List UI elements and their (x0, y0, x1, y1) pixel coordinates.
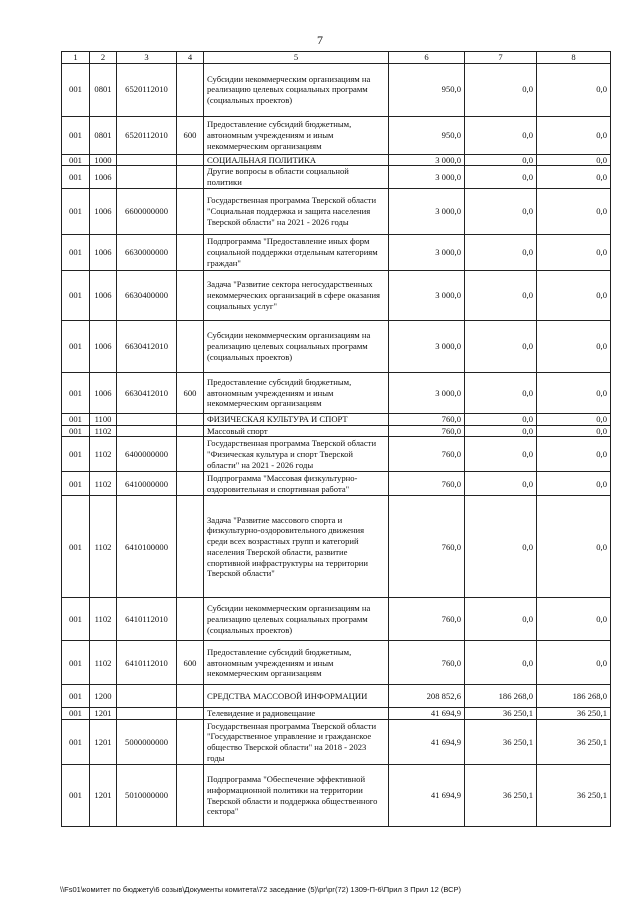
cell-col7: 0,0 (465, 413, 537, 425)
cell-col1: 001 (62, 720, 90, 765)
cell-col1: 001 (62, 413, 90, 425)
cell-col4 (177, 720, 204, 765)
column-number: 7 (465, 52, 537, 64)
cell-col3: 6630412010 (117, 372, 177, 413)
cell-col3: 6410000000 (117, 472, 177, 496)
cell-col7: 0,0 (465, 641, 537, 685)
cell-col3: 6520112010 (117, 63, 177, 116)
table-row (62, 188, 611, 234)
cell-col8: 36 250,1 (537, 720, 611, 765)
cell-col3: 6410112010 (117, 641, 177, 685)
cell-col4 (177, 188, 204, 234)
cell-description: Субсидии некоммерческим организациям на реализацию целевых социальных программ (социальных проектов) (204, 63, 389, 116)
cell-col8: 186 268,0 (537, 685, 611, 708)
cell-col3: 6630400000 (117, 270, 177, 320)
cell-col4 (177, 166, 204, 188)
table-row (62, 641, 611, 685)
cell-col8: 0,0 (537, 166, 611, 188)
table-row (62, 425, 611, 437)
cell-col7: 186 268,0 (465, 685, 537, 708)
cell-col2: 1200 (90, 685, 117, 708)
cell-col1: 001 (62, 472, 90, 496)
cell-col2: 1102 (90, 598, 117, 641)
column-number-row (62, 52, 611, 64)
cell-col8: 0,0 (537, 188, 611, 234)
cell-col8: 0,0 (537, 437, 611, 472)
cell-description: Подпрограмма "Обеспечение эффективной информационной политики на территории Тверской области и поддержка общественного сектора" (204, 765, 389, 827)
cell-col3 (117, 708, 177, 720)
cell-col3 (117, 166, 177, 188)
cell-col3: 6410100000 (117, 496, 177, 598)
cell-col6: 3 000,0 (389, 372, 465, 413)
cell-col4 (177, 765, 204, 827)
cell-col1: 001 (62, 708, 90, 720)
cell-col6: 3 000,0 (389, 154, 465, 166)
column-number: 3 (117, 52, 177, 64)
cell-col7: 36 250,1 (465, 720, 537, 765)
cell-col7: 0,0 (465, 234, 537, 270)
cell-col4: 600 (177, 116, 204, 154)
cell-col8: 36 250,1 (537, 765, 611, 827)
cell-col6: 760,0 (389, 496, 465, 598)
table-row (62, 413, 611, 425)
cell-description: Государственная программа Тверской области "Физическая культура и спорт Тверской области" на 2021 - 2026 годы (204, 437, 389, 472)
cell-description: Другие вопросы в области социальной политики (204, 166, 389, 188)
cell-col8: 0,0 (537, 270, 611, 320)
cell-col2: 1102 (90, 641, 117, 685)
cell-col7: 0,0 (465, 166, 537, 188)
table-row (62, 708, 611, 720)
cell-col1: 001 (62, 437, 90, 472)
cell-col1: 001 (62, 685, 90, 708)
cell-col7: 36 250,1 (465, 765, 537, 827)
cell-col6: 41 694,9 (389, 765, 465, 827)
cell-description: Предоставление субсидий бюджетным, автономным учреждениям и иным некоммерческим организациям (204, 372, 389, 413)
column-number: 6 (389, 52, 465, 64)
cell-col1: 001 (62, 154, 90, 166)
cell-col8: 0,0 (537, 234, 611, 270)
table-row (62, 320, 611, 372)
cell-col2: 1006 (90, 372, 117, 413)
table-row (62, 598, 611, 641)
column-number: 4 (177, 52, 204, 64)
cell-col8: 0,0 (537, 496, 611, 598)
cell-col2: 1201 (90, 708, 117, 720)
cell-col7: 0,0 (465, 598, 537, 641)
cell-description: Задача "Развитие массового спорта и физкультурно-оздоровительного движения среди всех возрастных групп и категорий населения Тверской области, развитие спортивной инфраструктуры на территории Тверской области" (204, 496, 389, 598)
table-row (62, 116, 611, 154)
table-row (62, 685, 611, 708)
table-row (62, 234, 611, 270)
table-row (62, 154, 611, 166)
cell-col4 (177, 496, 204, 598)
cell-col4 (177, 708, 204, 720)
cell-col6: 41 694,9 (389, 720, 465, 765)
cell-description: Массовый спорт (204, 425, 389, 437)
table-row (62, 372, 611, 413)
cell-description: Субсидии некоммерческим организациям на реализацию целевых социальных программ (социальных проектов) (204, 320, 389, 372)
cell-description: Подпрограмма "Массовая физкультурно-оздоровительная и спортивная работа" (204, 472, 389, 496)
cell-col2: 1102 (90, 437, 117, 472)
cell-col6: 950,0 (389, 63, 465, 116)
cell-col8: 0,0 (537, 425, 611, 437)
cell-col4 (177, 154, 204, 166)
cell-col3 (117, 685, 177, 708)
file-path-footer: \\Fs01\комитет по бюджету\6 созыв\Документы комитета\72 заседание (5)\рг\рг(72) 1309-П-6\Прил 3 Прил 12 (ВСР) (60, 885, 462, 894)
cell-description: Предоставление субсидий бюджетным, автономным учреждениям и иным некоммерческим организациям (204, 116, 389, 154)
cell-col3 (117, 413, 177, 425)
cell-col8: 0,0 (537, 320, 611, 372)
cell-col7: 0,0 (465, 188, 537, 234)
cell-col4 (177, 270, 204, 320)
cell-col4 (177, 234, 204, 270)
cell-col3: 6410112010 (117, 598, 177, 641)
cell-col1: 001 (62, 166, 90, 188)
cell-col3: 6600000000 (117, 188, 177, 234)
cell-col2: 0801 (90, 63, 117, 116)
cell-col6: 760,0 (389, 425, 465, 437)
cell-col6: 760,0 (389, 472, 465, 496)
cell-col2: 1102 (90, 472, 117, 496)
cell-col6: 950,0 (389, 116, 465, 154)
cell-col1: 001 (62, 234, 90, 270)
cell-col3 (117, 154, 177, 166)
cell-col3: 6630000000 (117, 234, 177, 270)
cell-col1: 001 (62, 765, 90, 827)
cell-description: Подпрограмма "Предоставление иных форм социальной поддержки отдельным категориям граждан" (204, 234, 389, 270)
cell-description: СОЦИАЛЬНАЯ ПОЛИТИКА (204, 154, 389, 166)
cell-col6: 760,0 (389, 598, 465, 641)
cell-col4 (177, 320, 204, 372)
budget-table (61, 51, 611, 827)
cell-description: ФИЗИЧЕСКАЯ КУЛЬТУРА И СПОРТ (204, 413, 389, 425)
cell-col6: 3 000,0 (389, 320, 465, 372)
cell-col6: 760,0 (389, 413, 465, 425)
table-row (62, 166, 611, 188)
cell-col4 (177, 63, 204, 116)
cell-col6: 3 000,0 (389, 188, 465, 234)
cell-col3: 6630412010 (117, 320, 177, 372)
cell-col7: 0,0 (465, 116, 537, 154)
cell-col3: 6520112010 (117, 116, 177, 154)
column-number: 8 (537, 52, 611, 64)
cell-col7: 0,0 (465, 437, 537, 472)
cell-col2: 1102 (90, 425, 117, 437)
cell-col2: 1000 (90, 154, 117, 166)
cell-col1: 001 (62, 641, 90, 685)
cell-col1: 001 (62, 320, 90, 372)
cell-col8: 0,0 (537, 598, 611, 641)
table-row (62, 720, 611, 765)
cell-col1: 001 (62, 425, 90, 437)
cell-col7: 0,0 (465, 270, 537, 320)
table-row (62, 437, 611, 472)
cell-description: Государственная программа Тверской области "Социальная поддержка и защита населения Тверской области" на 2021 - 2026 годы (204, 188, 389, 234)
cell-col1: 001 (62, 116, 90, 154)
cell-col1: 001 (62, 372, 90, 413)
cell-col4 (177, 437, 204, 472)
cell-col4 (177, 413, 204, 425)
table-row (62, 472, 611, 496)
cell-col7: 0,0 (465, 154, 537, 166)
cell-col3: 6400000000 (117, 437, 177, 472)
cell-col2: 1201 (90, 720, 117, 765)
cell-col4: 600 (177, 641, 204, 685)
cell-col7: 0,0 (465, 496, 537, 598)
cell-col7: 0,0 (465, 472, 537, 496)
cell-col6: 41 694,9 (389, 708, 465, 720)
cell-col1: 001 (62, 598, 90, 641)
cell-col1: 001 (62, 270, 90, 320)
cell-col4: 600 (177, 372, 204, 413)
table-row (62, 270, 611, 320)
cell-col6: 3 000,0 (389, 234, 465, 270)
cell-col6: 3 000,0 (389, 270, 465, 320)
cell-col2: 1006 (90, 188, 117, 234)
table-row (62, 765, 611, 827)
cell-description: Государственная программа Тверской области "Государственное управление и гражданское общество Тверской области" на 2018 - 2023 годы (204, 720, 389, 765)
cell-col2: 1006 (90, 270, 117, 320)
cell-col7: 0,0 (465, 320, 537, 372)
cell-col4 (177, 598, 204, 641)
cell-col6: 760,0 (389, 641, 465, 685)
column-number: 2 (90, 52, 117, 64)
table-row (62, 63, 611, 116)
cell-col2: 1201 (90, 765, 117, 827)
cell-col8: 0,0 (537, 116, 611, 154)
cell-col4 (177, 685, 204, 708)
cell-col7: 0,0 (465, 425, 537, 437)
cell-col3: 5000000000 (117, 720, 177, 765)
cell-description: Субсидии некоммерческим организациям на реализацию целевых социальных программ (социальных проектов) (204, 598, 389, 641)
cell-col2: 1102 (90, 496, 117, 598)
cell-col1: 001 (62, 63, 90, 116)
cell-col7: 0,0 (465, 372, 537, 413)
cell-col7: 0,0 (465, 63, 537, 116)
column-number: 1 (62, 52, 90, 64)
table-row (62, 496, 611, 598)
page-number: 7 (317, 33, 323, 47)
cell-col8: 0,0 (537, 154, 611, 166)
cell-col2: 1006 (90, 320, 117, 372)
cell-description: Телевидение и радиовещание (204, 708, 389, 720)
cell-col3 (117, 425, 177, 437)
cell-col8: 0,0 (537, 472, 611, 496)
cell-col2: 0801 (90, 116, 117, 154)
cell-col4 (177, 425, 204, 437)
cell-col1: 001 (62, 188, 90, 234)
column-number: 5 (204, 52, 389, 64)
cell-col6: 208 852,6 (389, 685, 465, 708)
cell-description: Предоставление субсидий бюджетным, автономным учреждениям и иным некоммерческим организациям (204, 641, 389, 685)
cell-description: Задача "Развитие сектора негосударственных некоммерческих организаций в сфере оказания социальных услуг" (204, 270, 389, 320)
cell-col8: 0,0 (537, 63, 611, 116)
cell-col3: 5010000000 (117, 765, 177, 827)
cell-col2: 1100 (90, 413, 117, 425)
cell-col8: 0,0 (537, 641, 611, 685)
cell-col1: 001 (62, 496, 90, 598)
cell-col6: 3 000,0 (389, 166, 465, 188)
cell-col7: 36 250,1 (465, 708, 537, 720)
cell-col2: 1006 (90, 166, 117, 188)
cell-col8: 0,0 (537, 413, 611, 425)
cell-col4 (177, 472, 204, 496)
cell-col8: 0,0 (537, 372, 611, 413)
cell-col8: 36 250,1 (537, 708, 611, 720)
cell-col2: 1006 (90, 234, 117, 270)
cell-col6: 760,0 (389, 437, 465, 472)
cell-description: СРЕДСТВА МАССОВОЙ ИНФОРМАЦИИ (204, 685, 389, 708)
